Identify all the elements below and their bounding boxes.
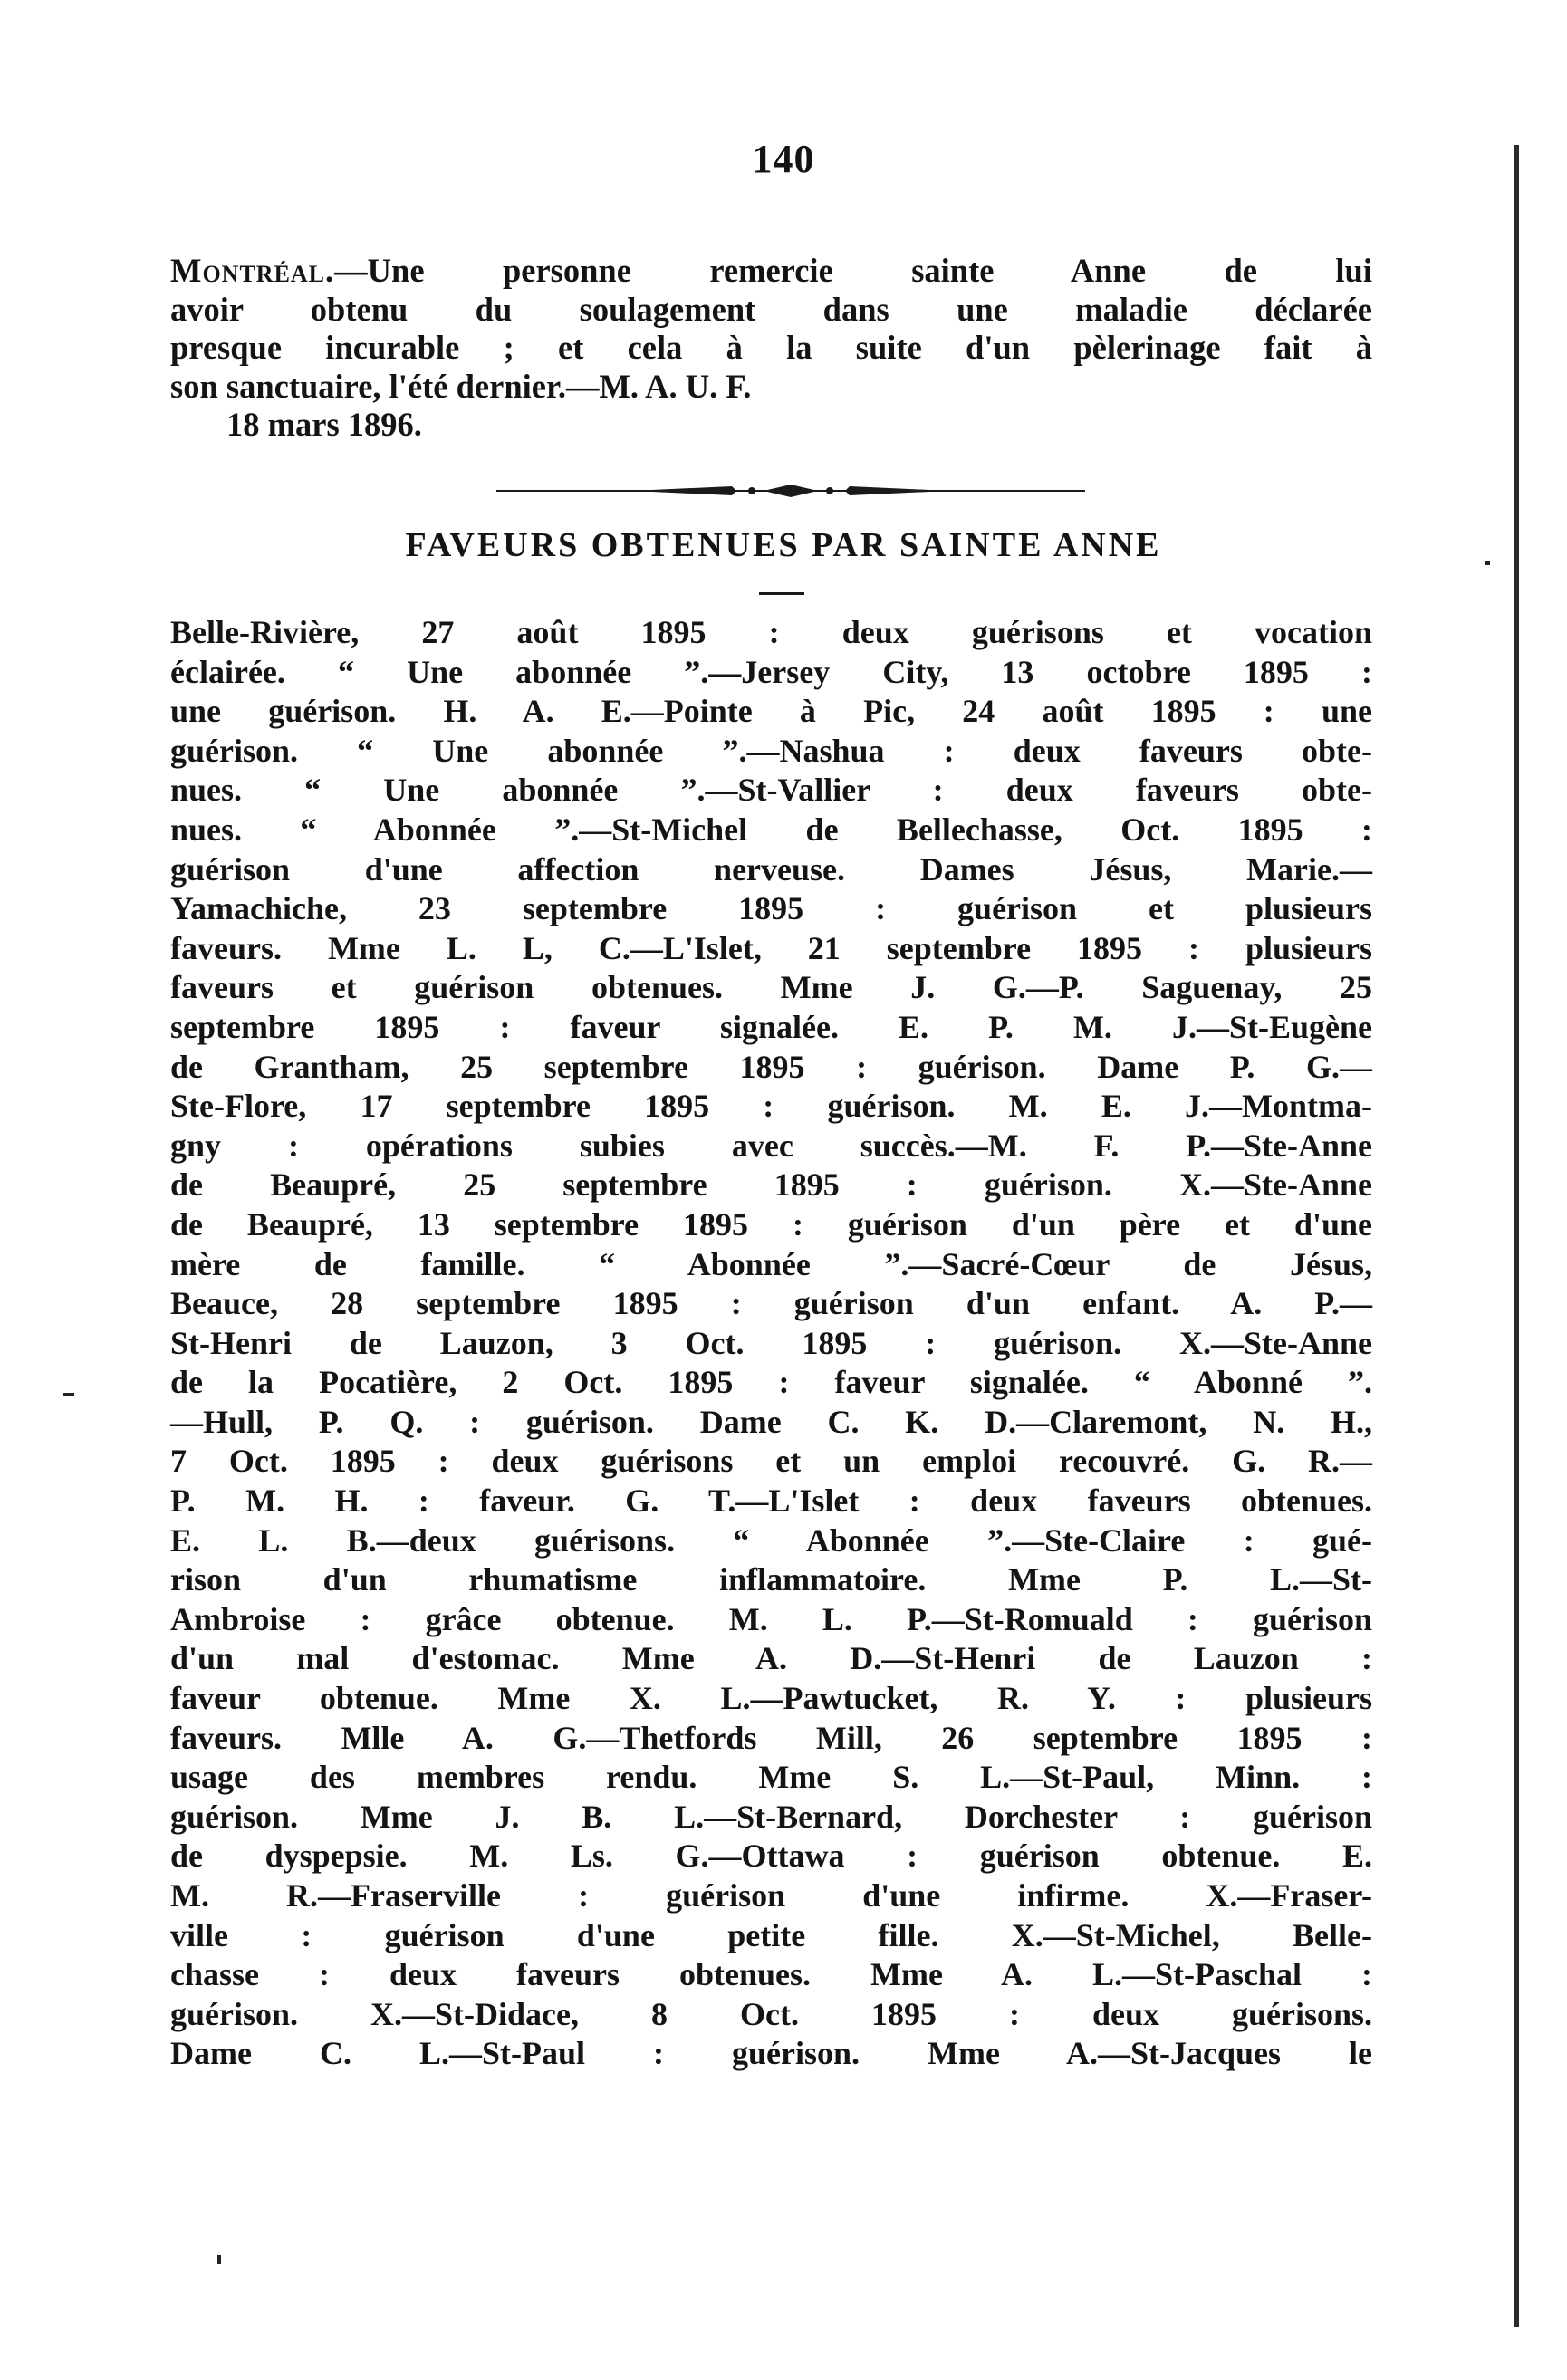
text-line: presque incurable ; et cela à la suite d'un pèlerinage fait à: [170, 329, 1372, 366]
text-line: Ambroise : grâce obtenue. M. L. P.—St-Romuald : guérison: [170, 1600, 1372, 1637]
text-line: septembre 1895 : faveur signalée. E. P. M. J.—St-Eugène: [170, 1008, 1372, 1045]
short-rule: [759, 592, 804, 595]
text-line: nues. “ Une abonnée ”.—St-Vallier : deux faveurs obte-: [170, 772, 1372, 809]
text-line: guérison. “ Une abonnée ”.—Nashua : deux faveurs obte-: [170, 732, 1372, 769]
text-line: chasse : deux faveurs obtenues. Mme A. L.—St-Paschal :: [170, 1956, 1372, 1993]
text-line: M. R.—Fraserville : guérison d'une infirme. X.—Fraser-: [170, 1877, 1372, 1914]
text-line: de Beaupré, 25 septembre 1895 : guérison. X.—Ste-Anne: [170, 1166, 1372, 1204]
text-line: Beauce, 28 septembre 1895 : guérison d'un enfant. A. P.—: [170, 1285, 1372, 1322]
place-name: Montréal.: [170, 252, 335, 289]
text-line: P. M. H. : faveur. G. T.—L'Islet : deux faveurs obtenues.: [170, 1483, 1372, 1520]
favours-list: [170, 613, 1372, 2074]
text-line: faveurs. Mlle A. G.—Thetfords Mill, 26 septembre 1895 :: [170, 1719, 1372, 1756]
text-line: usage des membres rendu. Mme S. L.—St-Paul, Minn. :: [170, 1759, 1372, 1796]
text-line: faveur obtenue. Mme X. L.—Pawtucket, R. Y. : plusieurs: [170, 1680, 1372, 1717]
text-line: [170, 252, 1372, 291]
text-line: Dame C. L.—St-Paul : guérison. Mme A.—St-Jacques le: [170, 2035, 1372, 2072]
section-heading: FAVEURS OBTENUES PAR SAINTE ANNE: [405, 526, 1162, 564]
text-line: guérison d'une affection nerveuse. Dames Jésus, Marie.—: [170, 850, 1372, 888]
text-line: gny : opérations subies avec succès.—M. F. P.—Ste-Anne: [170, 1127, 1372, 1164]
ink-speck: [217, 2255, 221, 2264]
ink-speck: [1485, 561, 1490, 565]
text-line: guérison. X.—St-Didace, 8 Oct. 1895 : deux guérisons.: [170, 1995, 1372, 2032]
text-line: éclairée. “ Une abonnée ”.—Jersey City, 13 octobre 1895 :: [170, 653, 1372, 690]
text-line: de Grantham, 25 septembre 1895 : guérison. Dame P. G.—: [170, 1048, 1372, 1085]
text-line: une guérison. H. A. E.—Pointe à Pic, 24 août 1895 : une: [170, 693, 1372, 730]
text-line: Ste-Flore, 17 septembre 1895 : guérison. M. E. J.—Montma-: [170, 1088, 1372, 1125]
text-line: de la Pocatière, 2 Oct. 1895 : faveur signalée. “ Abonné ”.: [170, 1364, 1372, 1401]
text-line: de Beaupré, 13 septembre 1895 : guérison d'un père et d'une: [170, 1205, 1372, 1243]
text-line: d'un mal d'estomac. Mme A. D.—St-Henri de Lauzon :: [170, 1640, 1372, 1677]
text-line: Yamachiche, 23 septembre 1895 : guérison et plusieurs: [170, 890, 1372, 927]
text-line: E. L. B.—deux guérisons. “ Abonnée ”.—Ste-Claire : gué-: [170, 1521, 1372, 1559]
text-line: 7 Oct. 1895 : deux guérisons et un emploi recouvré. G. R.—: [170, 1443, 1372, 1480]
text-line: ville : guérison d'une petite fille. X.—St-Michel, Belle-: [170, 1916, 1372, 1953]
text-line: guérison. Mme J. B. L.—St-Bernard, Dorchester : guérison: [170, 1798, 1372, 1835]
text-line-rest: —Une personne remercie sainte Anne de lui: [334, 252, 1372, 289]
entry-date: 18 mars 1896.: [226, 406, 422, 443]
text-line: mère de famille. “ Abonnée ”.—Sacré-Cœur de Jésus,: [170, 1245, 1372, 1282]
text-line: —Hull, P. Q. : guérison. Dame C. K. D.—Claremont, N. H.,: [170, 1403, 1372, 1440]
text-line: St-Henri de Lauzon, 3 Oct. 1895 : guérison. X.—Ste-Anne: [170, 1324, 1372, 1361]
page-edge-rule: [1514, 145, 1519, 2327]
text-line: de dyspepsie. M. Ls. G.—Ottawa : guérison obtenue. E.: [170, 1838, 1372, 1875]
ornamental-rule: [496, 482, 1085, 500]
text-line: faveurs et guérison obtenues. Mme J. G.—P. Saguenay, 25: [170, 969, 1372, 1006]
text-line: avoir obtenu du soulagement dans une maladie déclarée: [170, 290, 1372, 328]
text-line: Belle-Rivière, 27 août 1895 : deux guérisons et vocation: [170, 614, 1372, 650]
text-line: faveurs. Mme L. L, C.—L'Islet, 21 septembre 1895 : plusieurs: [170, 929, 1372, 966]
text-line: nues. “ Abonnée ”.—St-Michel de Bellechasse, Oct. 1895 :: [170, 811, 1372, 848]
entry-montreal: [170, 252, 1372, 406]
text-line: son sanctuaire, l'été dernier.—M. A. U. F.: [170, 367, 752, 405]
ink-speck: [63, 1393, 74, 1396]
page-number: 140: [752, 137, 815, 181]
text-line: rison d'un rhumatisme inflammatoire. Mme P. L.—St-: [170, 1561, 1372, 1598]
